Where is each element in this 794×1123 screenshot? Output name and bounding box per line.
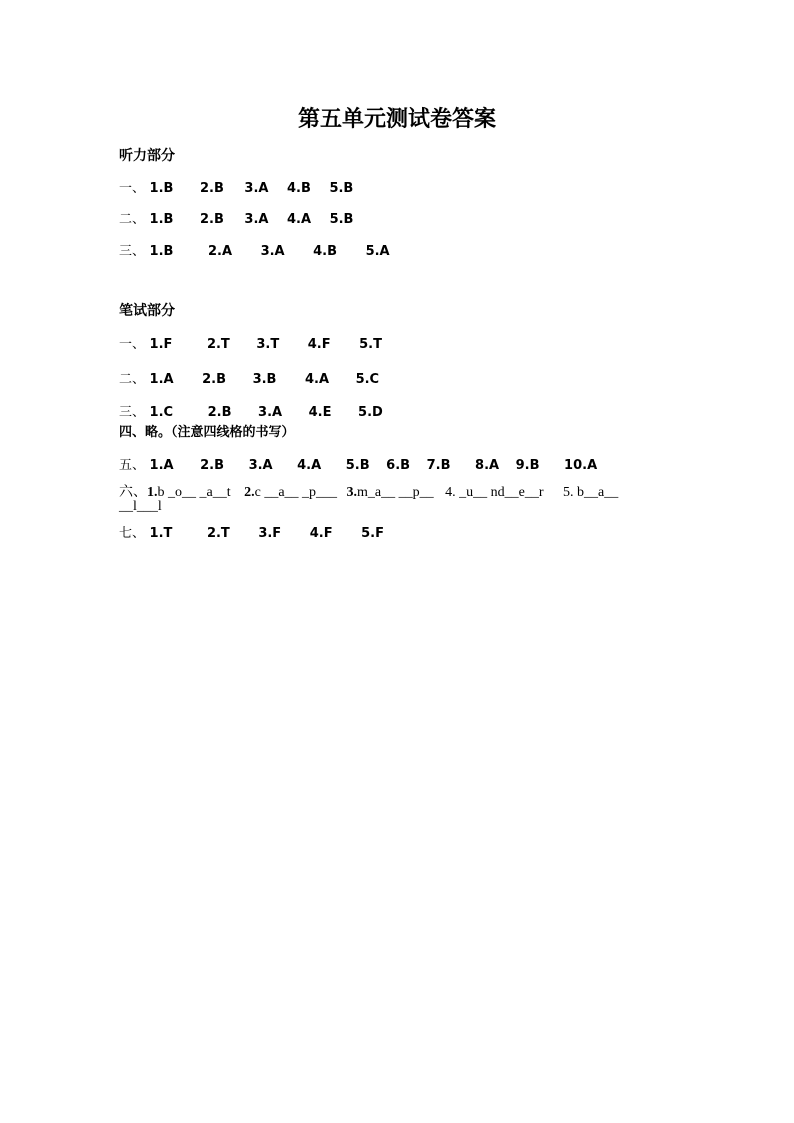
row-label: 二、 (119, 372, 146, 387)
answer: 2.B (207, 405, 232, 420)
answer: 2.A (207, 244, 233, 259)
written-row-7 (119, 522, 384, 541)
answer: 3.A (244, 212, 269, 227)
answer: 1.T (149, 526, 173, 541)
listening-row-3 (119, 240, 390, 259)
answer: 9.B (515, 458, 540, 473)
item-number: 2. (244, 485, 255, 500)
answer: 5.B (345, 458, 370, 473)
answer: 8.A (475, 458, 500, 473)
answer: 2.B (202, 372, 227, 387)
page-title: 第五单元测试卷答案 (297, 106, 496, 132)
written-row-5 (119, 454, 597, 473)
item-number: 1. (147, 485, 158, 500)
answer: 5.A (365, 244, 390, 259)
answer: 5.F (361, 526, 385, 541)
answer: 5.B (329, 181, 354, 196)
answer: 4.B (313, 244, 338, 259)
answer: 10.A (564, 458, 598, 473)
row-label: 六、 (119, 485, 147, 500)
row-label: 二、 (119, 212, 146, 227)
word-blank: 5. b__a__ (563, 485, 619, 500)
answer: 4.A (305, 372, 330, 387)
answer: 2.T (206, 337, 230, 352)
written-row-1 (119, 333, 382, 352)
row-label: 三、 (119, 405, 146, 420)
answer: 3.B (252, 372, 277, 387)
row-label: 一、 (119, 337, 146, 352)
row-label: 四、 (119, 425, 146, 440)
answer: 6.B (386, 458, 411, 473)
listening-heading: 听力部分 (119, 148, 175, 164)
answer: 7.B (426, 458, 451, 473)
answer: 2.T (206, 526, 230, 541)
answer: 4.A (297, 458, 322, 473)
answer: 2.B (199, 181, 224, 196)
answer: 1.F (149, 337, 173, 352)
answer: 1.B (149, 244, 174, 259)
row-label: 一、 (119, 181, 146, 196)
answer: 3.T (256, 337, 280, 352)
answer: 5.C (355, 372, 380, 387)
row-label: 七、 (119, 526, 146, 541)
answer: 1.C (149, 405, 174, 420)
written-row-6-continued (119, 499, 162, 515)
answer: 3.A (258, 405, 283, 420)
listening-row-2 (119, 208, 353, 227)
written-row-2 (119, 368, 379, 387)
item-number: 3. (346, 485, 358, 500)
answer: 1.A (149, 372, 174, 387)
answer: 2.B (200, 458, 225, 473)
written-row-6 (119, 481, 618, 501)
answer: 5.T (359, 337, 382, 352)
word-blank: m_a__ __p__ (357, 485, 434, 500)
answer: 3.A (260, 244, 285, 259)
answer: 2.B (199, 212, 224, 227)
answer: 1.B (149, 181, 174, 196)
row-label: 五、 (119, 458, 146, 473)
answer: 3.A (244, 181, 269, 196)
row-text: 略。（注意四线格的书写） (145, 425, 295, 440)
written-row-3 (119, 401, 383, 420)
answer: 4.A (287, 212, 312, 227)
written-row-4 (119, 421, 295, 440)
answer: 3.F (258, 526, 282, 541)
row-label: 三、 (119, 244, 146, 259)
word-blank: c __a__ _p___ (254, 485, 338, 500)
answer: 3.A (248, 458, 273, 473)
answer: 1.B (149, 212, 174, 227)
answer: 5.B (329, 212, 354, 227)
listening-row-1 (119, 177, 353, 196)
answer: 4.E (308, 405, 332, 420)
word-blank: __l___l (119, 499, 162, 514)
written-heading: 笔试部分 (119, 303, 175, 319)
answer: 4.F (309, 526, 333, 541)
word-blank: 4. _u__ nd__e__r (445, 485, 544, 500)
word-blank: b _o__ _a__t (157, 485, 231, 500)
answer: 1.A (149, 458, 174, 473)
answer: 4.F (307, 337, 331, 352)
answer: 4.B (287, 181, 311, 196)
answer: 5.D (358, 405, 383, 420)
